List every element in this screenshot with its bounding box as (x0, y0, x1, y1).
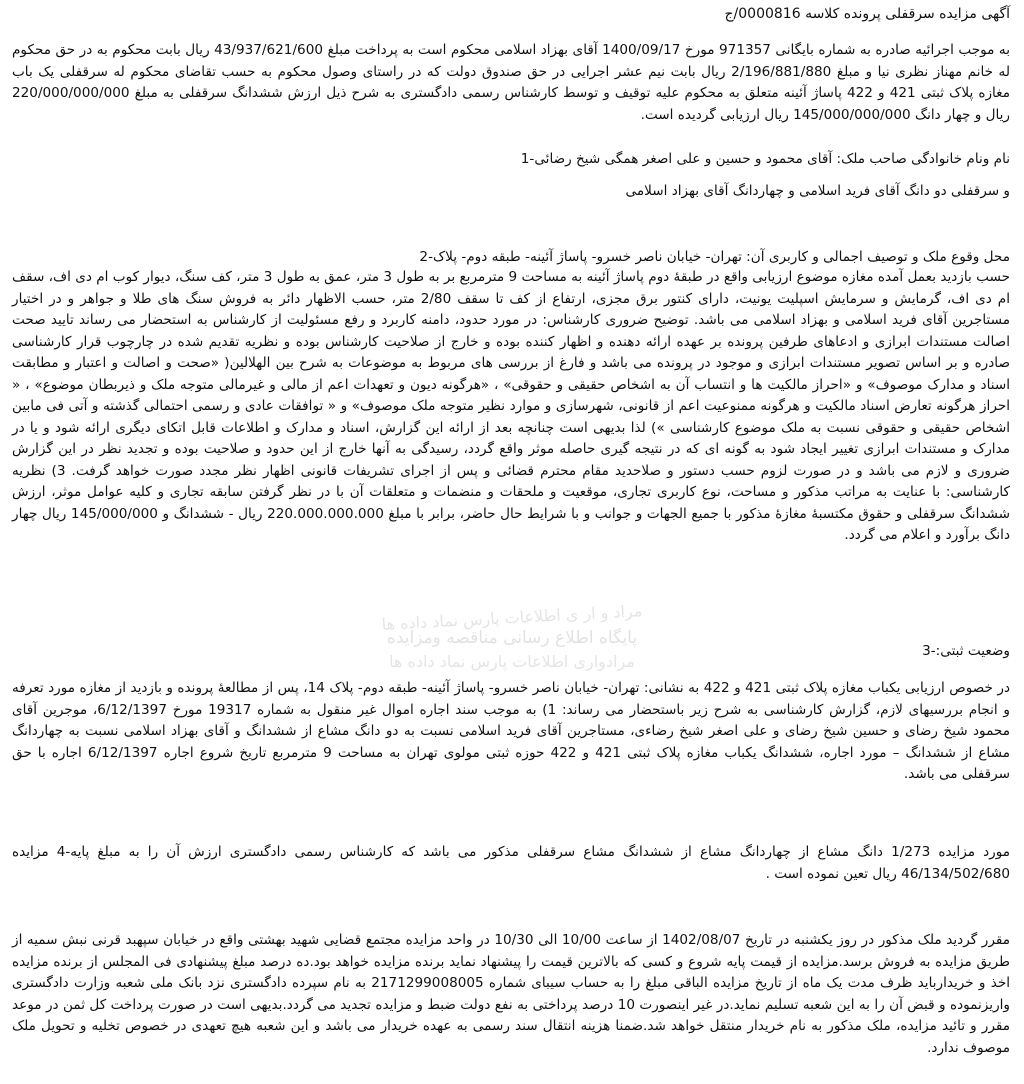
expert-assessment-paragraph: حسب بازدید بعمل آمده مغازه موضوع ارزیابی واقع در طبقهٔ دوم پاساژ آئینه به مساحت 9 مترمربع بر به طول 3 متر، عمق به طول 3 متر، کف سنگ، دیوار کوب ام دی اف، سقف ام دی اف، گرمایش و سرمایش اسپلیت یونیت، دارای کنتور برق مجزی، ارتفاع از کف تا سقف 2/80 متر، حسب الاظهار دائر به فروش سنگ های طلا و جواهر و در اختیار مستاجرین آقای فرید اسلامی و بهزاد اسلامی می باشد. توضیح ضروری کارشناس: در مورد حدود، دامنه کاربرد و رفع مسئولیت از کارشناس به استحضار می رساند تایید صحت اصالت مستندات ابرازی و ادعاهای طرفین پرونده بر عهده ارائه دهنده و اظهار کننده بوده و خارج از صلاحیت کارشناس بوده و نظریه تقدیم شده در چارچوب قرار کارشناسی صادره و بر اساس تصویر مستندات ابرازی و موجود در پرونده می باشد و فارغ از بررسی های مربوط به موضوعات به شرح بین الهلالین( «صحت و اصالت و اعتبار و مطابقت اسناد و مدارک موصوف» و «احراز مالکیت ها و انتساب آن به اشخاص حقیقی و حقوقی» ، «هرگونه دیون و تعهدات اعم از مالی و غیرمالی متوجه ملک و ذیربطان موضوع» ، « احراز هرگونه تعارض اسناد مالکیت و هرگونه ممنوعیت اعم از قانونی، شهرسازی و موارد نظیر متوجه ملک موصوف» و « توافقات عادی و رسمی احتمالی گذشته و آتی فی مابین اشخاص حقیقی و حقوقی نسبت به ملک موضوع کارشناسی ») لذا بدیهی است چنانچه بعد از ارائه این گزارش، اسناد و مدارک و اطلاعات قابل اتکای دیگری ارائه شود و یا در مدارک و مستندات ابرازی تغییر ایجاد شود به گونه ای که در نتیجه گیری حاصله موثر واقع گردد، رسیدگی به آنها خارج از این حدود و صلاحیت بوده و تجدید نظر در این گزارش ضروری و لازم می باشد و در صورت لزوم حسب دستور و صلاحدید مقام محترم قضائی و پس از اجرای تشریفات قانونی اظهار نظر مجدد صورت خواهد گرفت. 3) نظریه کارشناسی: با عنایت به مراتب مذکور و مساحت، نوع کاربری تجاری، موقعیت و ملحقات و منضمات و متعلقات آن با در نظر گرفتن سابقه تجاری و کلیه عوامل موثر، ارزش ششدانگ سرقفلی و حقوق مکتسبهٔ مغازهٔ مذکور با جمیع الجهات و جوانب و با شرایط حال حاضر، برابر با مبلغ 220.000.000.000 ریال - ششدانگ و 145/000/000 ریال چهار دانگ برآورد و اعلام می گردد. (12, 269, 1011, 543)
watermark-brand-line: پایگاه اطلاع رسانی مناقصه ومزایده (386, 628, 638, 648)
auction-terms-paragraph: مقرر گردید ملک مذکور در روز یکشنبه در تاریخ 1402/08/07 از ساعت 10/00 الی 10/30 در واحد مزایده مجتمع قضایی شهید بهشتی واقع در خیابان سپهبد قرنی نبش سمیه از طریق مزایده به فروش برسد.مزایده از قیمت پایه شروع و کسی که بالاترین قیمت را پیشنهاد نماید برنده مزایده خواهد بود.ده درصد مبلغ پیشنهادی فی المجلس از برنده مزایده اخذ و خریدارباید ظرف مدت یک ماه از تاریخ مزایده الباقی مبلغ را به حساب سیبای شماره 2171299008005 به نام سپرده دادگستری نزد بانک ملی شعبه وزارت دادگستری واریزنموده و قبض آن را به این شعبه تسلیم نماید.در غیر اینصورت 10 درصد پرداختی به نفع دولت ضبط و مزایده تجدید می گردد.بدیهی است در صورت پرداخت کل ثمن در موعد مقرر و تائید مزایده، ملک مذکور به نام خریدار منتقل خواهد شد.ضمنا هزینه انتقال سند رسمی به عهده خریدار می باشد و این شعبه هیچ تعهدی در خصوص تخلیه و تحویل ملک موصوف ندارد. (12, 932, 1011, 1056)
owner-name-line: نام ونام خانوادگی صاحب ملک: آقای محمود و حسین و علی اصغر همگی شیخ رضائی-1 (520, 151, 1010, 167)
execution-order-paragraph: به موجب اجرائیه صادره به شماره بایگانی 971357 مورخ 1400/09/17 آقای بهزاد اسلامی محکوم است به پرداخت مبلغ 43/937/621/600 ریال بابت محکوم به در حق محکوم له خانم مهناز نظری نیا و مبلغ 2/196/881/880 ریال بابت نیم عشر اجرایی در حق صندوق دولت که در راستای وصول محکوم به حسب تقاضای محکوم له سرقفلی یک باب مغازه پلاک ثبتی 421 و 422 پاساژ آئینه متعلق به محکوم علیه توقیف و توسط کارشناس رسمی دادگستری به شرح ذیل ارزش ششدانگ سرقفلی به مبلغ 220/000/000/000 ریال و چهار دانگ 145/000/000/000 ریال ارزیابی گردیده است. (12, 42, 1010, 123)
registration-details-paragraph: در خصوص ارزیابی یکباب مغازه پلاک ثبتی 421 و 422 به نشانی: تهران- خیابان ناصر خسرو- پاساژ آئینه- طبقه دوم- پلاک 14، پس از مطالعهٔ پرونده و بازدید از مغازه مورد تعرفه و انجام بررسیهای لازم، گزارش کارشناسی به شرح زیر باستحضار می رساند: 1) به موجب سند اجاره اموال غیر منقول به شماره 19317 مورخ 6/12/1397، موجرین آقای محمود شیخ رضای و حسین شیخ رضای و علی اصغر شیخ رضاءی، مستاجرین آقای فرید اسلامی نسبت به دو دانگ مشاع از ششدانگ و آقای بهزاد اسلامی نسبت به چهاردانگ مشاع از ششدانگ – مورد اجاره، ششدانگ یکباب مغازه پلاک ثبتی 421 و 422 حوزه ثبتی مولوی تهران به مساحت 9 مترمربع تاریخ شروع اجاره 6/12/1397 اجاره با حق سرقفلی می باشد. (12, 680, 1010, 782)
auction-subject-paragraph: مورد مزایده 1/273 دانگ مشاع از چهاردانگ مشاع از ششدانگ مشاع سرقفلی مذکور می باشد که کارشناس رسمی دادگستری ارزش آن را به مبلغ پایه-4 مزایده 46/134/502/680 ریال تعین نموده است . (12, 844, 1011, 882)
watermark-top-line: مراد و ار ی اطلاعات پارس نماد داده ها (381, 601, 643, 634)
watermark-bottom-line: مرادواری اطلاعات پارس نماد داده ها (389, 652, 635, 671)
property-location-line: محل وقوع ملک و توصیف اجمالی و کاربری آن: تهران- خیابان ناصر خسرو- پاساژ آئینه- طبقه دوم- پلاک-2 (419, 249, 1010, 265)
registration-status-heading: وضعیت ثبتی:-3 (922, 643, 1010, 659)
notice-title: آگهی مزایده سرقفلی پرونده کلاسه 0000816/ج (724, 6, 1010, 22)
goodwill-owners-line: و سرقفلی دو دانگ آقای فرید اسلامی و چهاردانگ آقای بهزاد اسلامی (625, 183, 1010, 199)
